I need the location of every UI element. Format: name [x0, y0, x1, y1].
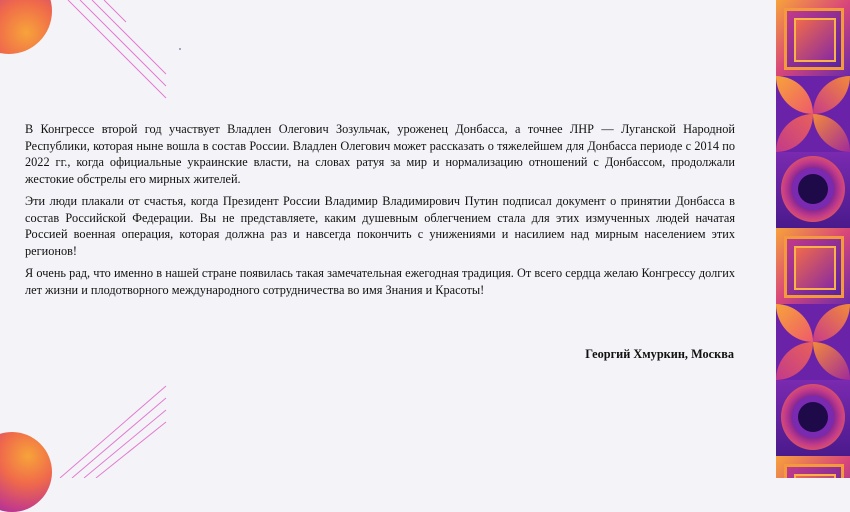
body-text	[25, 121, 735, 304]
decor-square-tile	[776, 228, 850, 304]
paragraph-2: Эти люди плакали от счастья, когда Президент России Владимир Владимирович Путин подписал документ о принятии Донбасса в состав Российской Федерации. Вы не представляете, каким душевным облегчением стала для этих измученных людей начатая Россией военная операция, которая должна раз и навсегда покончить с унижениями и насилием над мирным населением этих регионов!	[25, 194, 735, 258]
decor-petal-tile	[776, 76, 850, 152]
decor-pattern-strip	[776, 0, 850, 478]
paragraph-1: В Конгрессе второй год участвует Владлен Олегович Зозульчак, уроженец Донбасса, а точнее ЛНР — Луганской Народной Республики, которая ныне вошла в состав России. Владлен Олегович может рассказать о тяжелейшем для Донбасса периоде с 2014 по 2022 гг., когда официальные украинские власти, на словах ратуя за мир и нормализацию отношений с Донбассом, продолжали жестокие обстрелы его мирных жителей.	[25, 122, 735, 186]
decor-square-tile	[776, 456, 850, 478]
decor-circle-bottom-left	[0, 432, 52, 512]
decor-circle-tile	[776, 380, 850, 456]
signature: Георгий Хмуркин, Москва	[585, 347, 734, 361]
decor-petal-tile	[776, 304, 850, 380]
decor-circle-tile	[776, 152, 850, 228]
paragraph-3: Я очень рад, что именно в нашей стране появилась такая замечательная ежегодная традиция. От всего сердца желаю Конгрессу долгих лет жизни и плодотворного международного сотрудничества во имя Знания и Красоты!	[25, 266, 735, 297]
decor-dot	[179, 48, 181, 50]
decor-square-tile	[776, 0, 850, 76]
decor-circle-top-left	[0, 0, 52, 54]
